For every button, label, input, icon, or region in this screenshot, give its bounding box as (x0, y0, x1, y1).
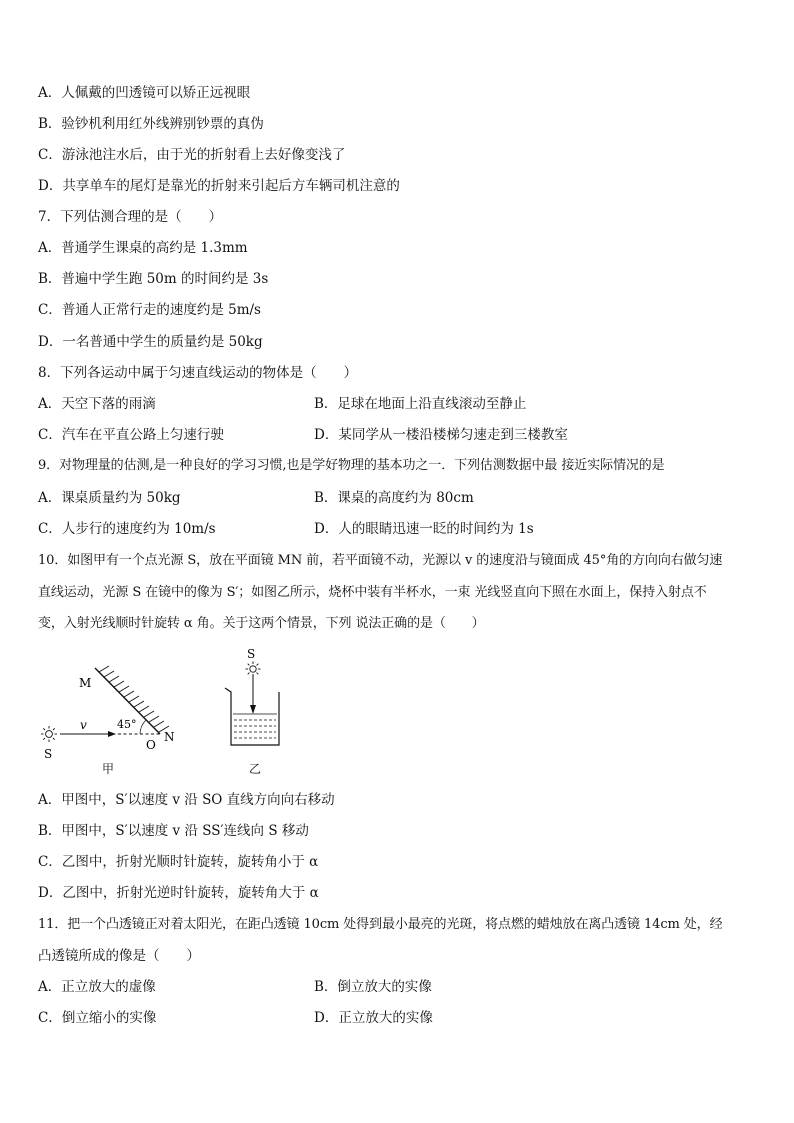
velocity-arrowhead (108, 731, 116, 737)
q10-option-c: C．乙图中，折射光顺时针旋转，旋转角小于 α (38, 854, 319, 870)
q11-option-a: A．正立放大的虚像 (38, 979, 156, 995)
q7-option-c: C．普通人正常行走的速度约是 5m/s (38, 302, 261, 318)
q11-option-b: B．倒立放大的实像 (314, 979, 432, 995)
q6-option-b: B．验钞机利用红外线辨别钞票的真伪 (38, 116, 264, 132)
q9-option-d: D．人的眼睛迅速一眨的时间约为 1s (314, 521, 534, 537)
label-v: v (80, 718, 87, 732)
q10-stem-line1: 10．如图甲有一个点光源 S，放在平面镜 MN 前，若平面镜不动，光源以 v 的速度沿与镜面成 45°角的方向向右做匀速 (38, 553, 723, 568)
q6-option-c: C．游泳池注水后，由于光的折射看上去好像变浅了 (38, 147, 346, 163)
q10-option-d: D．乙图中，折射光逆时针旋转，旋转角大于 α (38, 885, 319, 901)
q8-option-d: D．某同学从一楼沿楼梯匀速走到三楼教室 (314, 427, 568, 443)
angle-label: 45° (117, 718, 137, 731)
q11-stem-line1: 11．把一个凸透镜正对着太阳光，在距凸透镜 10cm 处得到最小最亮的光斑，将点燃的蜡烛放在离凸透镜 14cm 处，经 (38, 917, 723, 932)
q10-stem-line2: 直线运动，光源 S 在镜中的像为 S′；如图乙所示，烧杯中装有半杯水，一束 光线竖直向下照在水面上，保持入射点不 (38, 585, 707, 600)
figure-jia-caption: 甲 (102, 762, 115, 776)
q11-option-c: C．倒立缩小的实像 (38, 1010, 157, 1026)
label-o: O (146, 738, 156, 752)
q7-option-a: A．普通学生课桌的高约是 1.3mm (38, 240, 248, 256)
q8-option-a: A．天空下落的雨滴 (38, 396, 156, 412)
q9-option-b: B．课桌的高度约为 80cm (314, 490, 474, 506)
q9-stem: 9．对物理量的估测,是一种良好的学习习惯,也是学好物理的基本功之一．下列估测数据中最 接近实际情况的是 (38, 458, 665, 473)
q11-option-d: D．正立放大的实像 (314, 1010, 433, 1026)
q8-stem: 8．下列各运动中属于匀速直线运动的物体是（ ） (38, 365, 358, 381)
q11-stem-line2: 凸透镜所成的像是（ ） (38, 948, 200, 964)
figure-jia-mirror-diagram (36, 660, 196, 772)
beaker-outline (225, 688, 279, 745)
q6-option-a: A．人佩戴的凹透镜可以矫正远视眼 (38, 85, 251, 101)
q8-option-c: C．汽车在平直公路上匀速行驶 (38, 427, 224, 443)
light-source-sun-icon (246, 662, 261, 675)
q6-option-d: D．共享单车的尾灯是靠光的折射来引起后方车辆司机注意的 (38, 178, 400, 194)
q9-option-c: C．人步行的速度约为 10m/s (38, 521, 216, 537)
q10-option-a: A．甲图中，S′以速度 v 沿 SO 直线方向向右移动 (38, 792, 335, 808)
q7-stem: 7．下列估测合理的是（ ） (38, 209, 223, 225)
incident-ray-arrowhead (250, 705, 256, 714)
figure-yi-beaker-diagram (222, 644, 292, 750)
q10-stem-line3: 变，入射光线顺时针旋转 α 角。关于这两个情景，下列 说法正确的是（ ） (38, 616, 485, 631)
light-source-s-icon (41, 726, 57, 742)
label-m: M (79, 676, 92, 690)
q10-option-b: B．甲图中，S′以速度 v 沿 SS′连线向 S 移动 (38, 823, 309, 839)
label-s-yi: S (247, 647, 256, 661)
q9-option-a: A．课桌质量约为 50kg (38, 490, 181, 506)
q8-option-b: B．足球在地面上沿直线滚动至静止 (314, 396, 527, 412)
label-s: S (44, 747, 53, 761)
angle-arc (140, 720, 146, 734)
label-n: N (164, 730, 175, 744)
q7-option-d: D．一名普通中学生的质量约是 50kg (38, 334, 263, 350)
water-lines (234, 720, 276, 738)
figure-yi-caption: 乙 (249, 762, 262, 776)
q7-option-b: B．普遍中学生跑 50m 的时间约是 3s (38, 271, 269, 287)
